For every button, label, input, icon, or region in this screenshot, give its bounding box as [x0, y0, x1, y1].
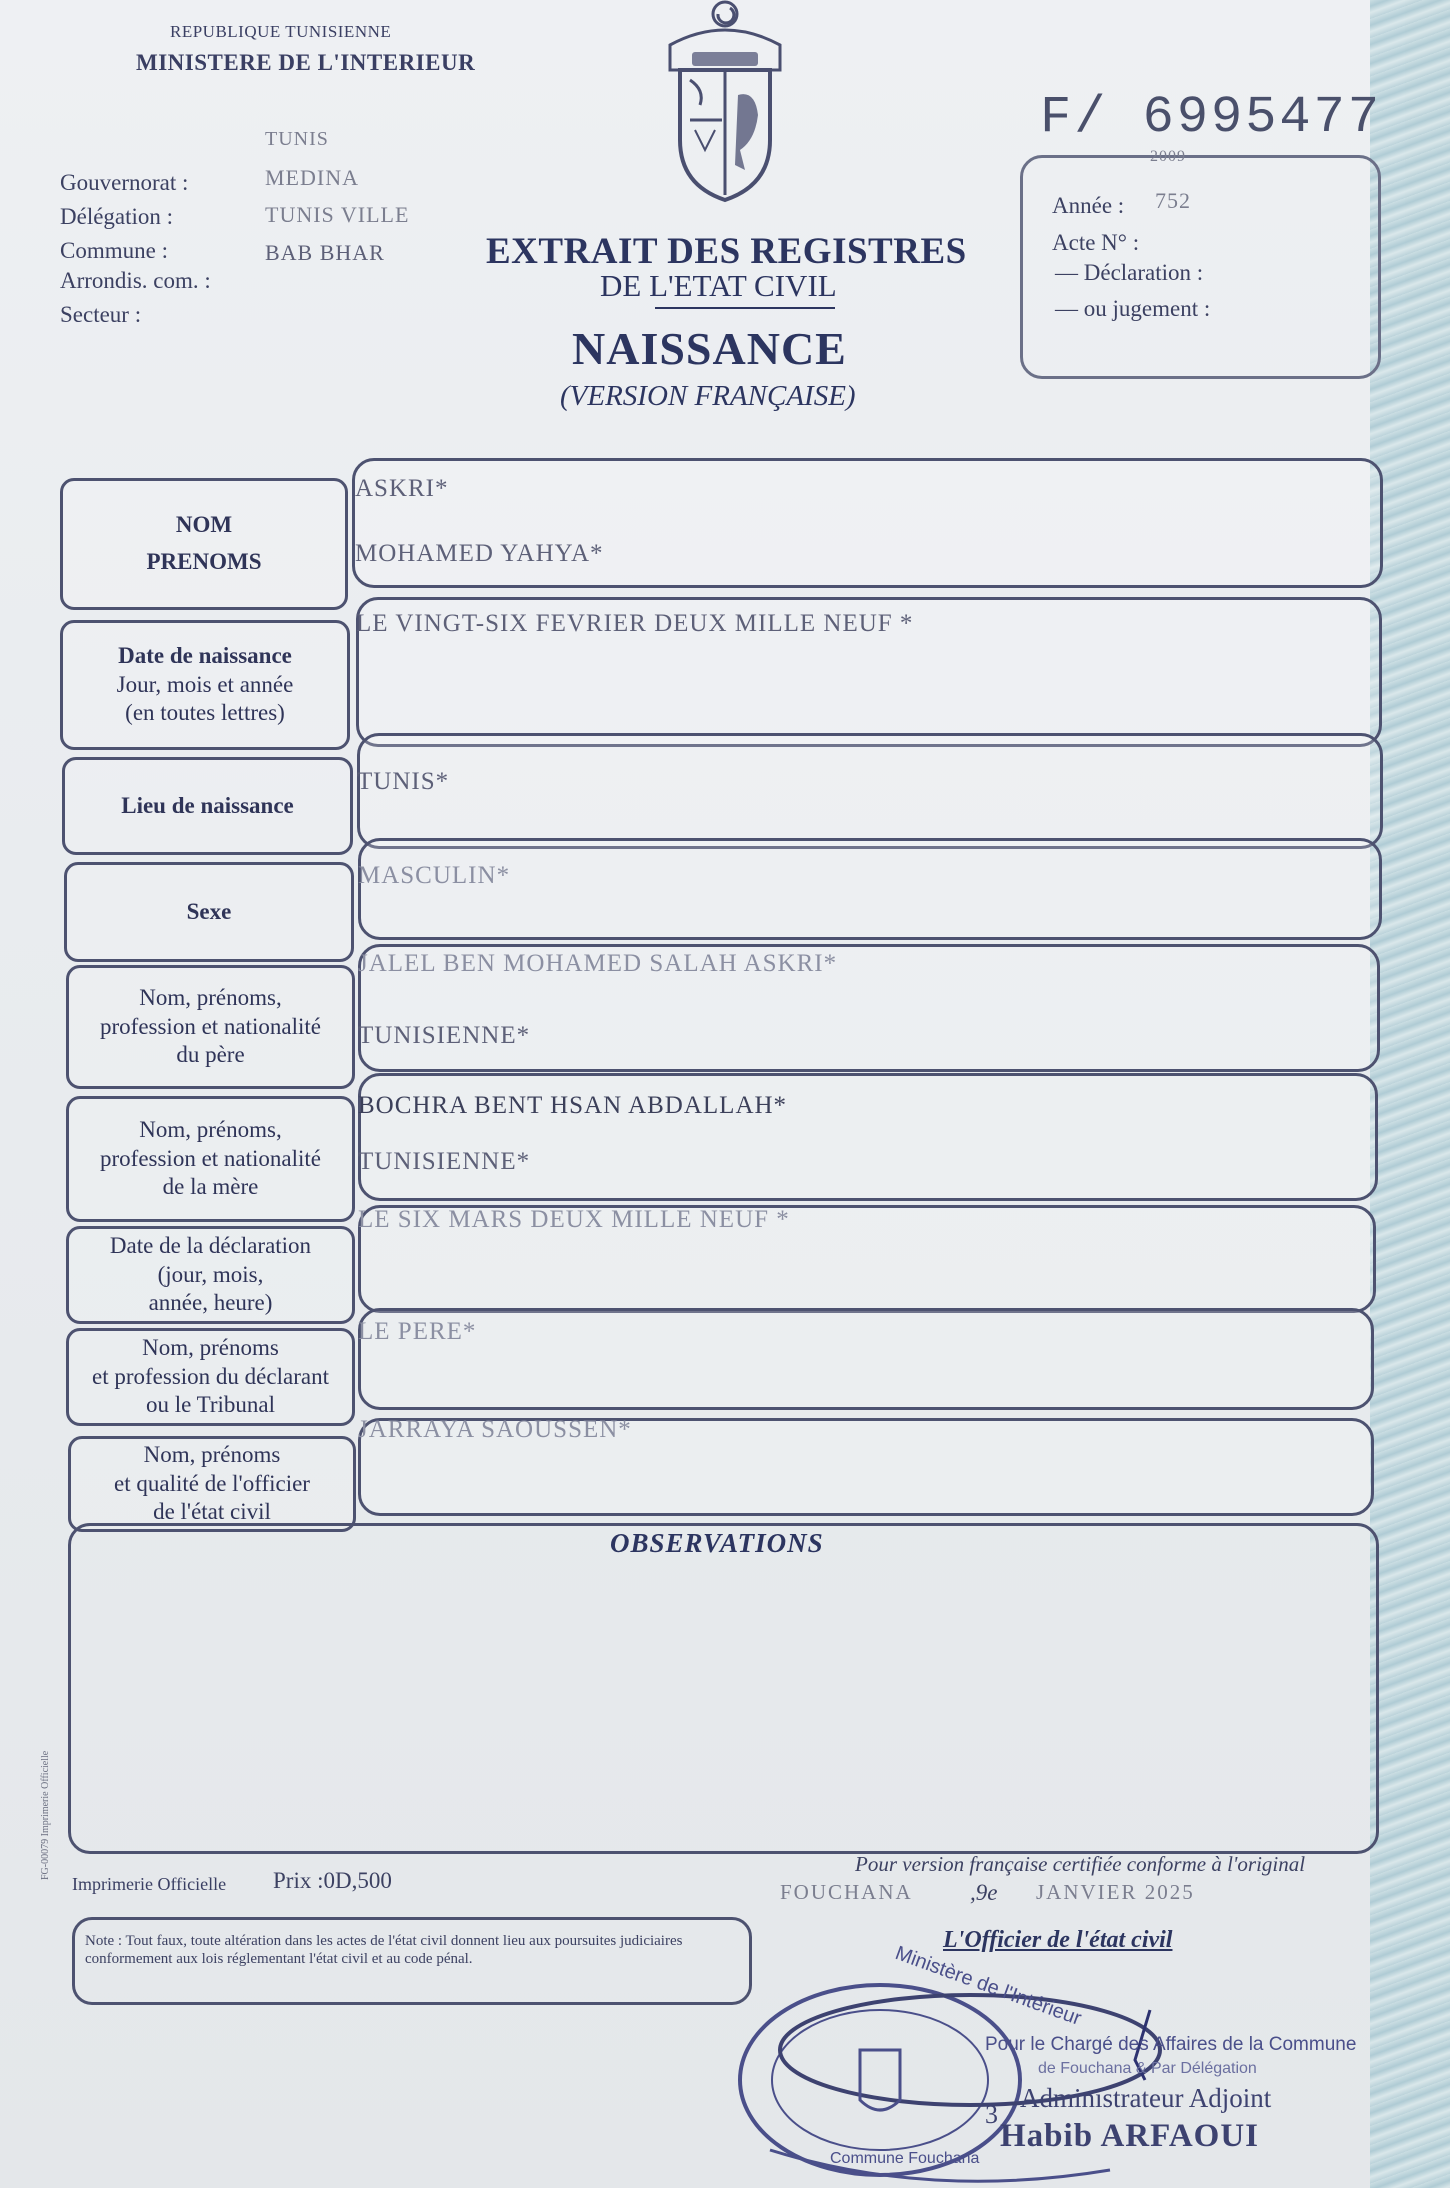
legal-note-text: Note : Tout faux, toute altération dans les actes de l'état civil donnent lieu aux poursuites judiciaires conformement aux lois réglementant l'état civil et au code pénal.: [85, 1933, 683, 1967]
label-date-declaration: [66, 1226, 355, 1324]
label-lieu-title: Lieu de naissance: [121, 792, 294, 818]
label-officier-line1: Nom, prénoms: [143, 1441, 281, 1467]
value-box-nom-prenoms: [352, 458, 1383, 588]
label-declaration-line3: année, heure): [148, 1290, 273, 1316]
label-declaration-line1: Date de la déclaration: [109, 1232, 312, 1258]
label-nom: NOM: [175, 512, 233, 538]
stamp-ring-text: Ministère de l'Intérieur: [892, 1942, 1085, 2030]
delegation-value: TUNIS VILLE: [265, 202, 410, 227]
officer-title: L'Officier de l'état civil: [943, 1927, 1173, 1953]
value-sexe: MASCULIN*: [358, 862, 511, 889]
gouvernorat-label: Gouvernorat :: [60, 170, 189, 195]
observations-box: [68, 1523, 1379, 1854]
value-box-declarant: [358, 1308, 1374, 1410]
acte-number-label: Acte N° :: [1052, 230, 1140, 255]
value-nom: ASKRI*: [355, 475, 449, 502]
label-sexe: [64, 862, 354, 962]
title-etat-civil: DE L'ETAT CIVIL: [600, 268, 837, 303]
label-declaration-line2: (jour, mois,: [157, 1261, 264, 1287]
label-lieu-naissance: [62, 757, 353, 855]
stamp-signer: Habib ARFAOUI: [1000, 2118, 1260, 2154]
label-date-naissance-sub2: (en toutes lettres): [125, 700, 285, 726]
label-mere: [66, 1096, 355, 1222]
label-officier-line2: et qualité de l'officier: [114, 1470, 310, 1496]
place-value: FOUCHANA: [780, 1880, 913, 1904]
value-box-sexe: [358, 838, 1382, 940]
label-declarant-line1: Nom, prénoms: [142, 1334, 279, 1360]
legal-note: [72, 1917, 752, 2005]
label-declarant-line2: et profession du déclarant: [92, 1363, 329, 1389]
ministry-label: MINISTERE DE L'INTERIEUR: [136, 50, 476, 75]
imprimerie-label: Imprimerie Officielle: [72, 1874, 227, 1894]
label-mere-line3: de la mère: [162, 1174, 259, 1200]
commune-label: Commune :: [60, 238, 168, 263]
label-pere-line3: du père: [176, 1042, 245, 1068]
label-officier: [68, 1436, 356, 1532]
value-date-naissance: LE VINGT-SIX FEVRIER DEUX MILLE NEUF *: [356, 610, 914, 637]
decorative-border: [1370, 0, 1450, 2188]
title-divider: [655, 307, 835, 309]
label-declarant: [66, 1328, 355, 1426]
commune-value: BAB BHAR: [265, 240, 385, 265]
prix-label: Prix :0D,500: [273, 1868, 392, 1893]
acte-year: 2009: [1150, 148, 1186, 165]
label-pere: [66, 965, 355, 1089]
jugement-label: — ou jugement :: [1055, 296, 1211, 321]
stamp-ring-bottom: Commune Fouchana: [830, 2150, 980, 2167]
side-print-label: FG-00079 Imprimerie Officielle: [40, 1750, 51, 1880]
secteur-label: Secteur :: [60, 302, 142, 327]
tunisia-emblem-icon: [660, 0, 790, 210]
month-year-value: JANVIER 2025: [1036, 1880, 1195, 1904]
arrondissement-label: Arrondis. com. :: [60, 268, 211, 293]
label-pere-line1: Nom, prénoms,: [139, 984, 282, 1010]
title-naissance: NAISSANCE: [572, 323, 847, 374]
label-mere-line2: profession et nationalité: [100, 1145, 321, 1171]
value-mere-nationality: TUNISIENNE*: [358, 1148, 531, 1175]
annee-value: 752: [1155, 188, 1191, 213]
label-date-naissance: [60, 620, 350, 750]
label-pere-line2: profession et nationalité: [100, 1013, 321, 1039]
stamp-number: 3: [985, 2100, 998, 2129]
value-mere-name: BOCHRA BENT HSAN ABDALLAH*: [358, 1092, 788, 1119]
title-extrait: EXTRAIT DES REGISTRES: [486, 231, 967, 272]
title-version: (VERSION FRANÇAISE): [560, 380, 856, 412]
observations-title: OBSERVATIONS: [610, 1528, 824, 1558]
value-declarant: LE PERE*: [358, 1318, 477, 1345]
annee-label: Année :: [1052, 193, 1125, 218]
value-prenoms: MOHAMED YAHYA*: [355, 540, 604, 567]
value-date-declaration: LE SIX MARS DEUX MILLE NEUF *: [358, 1206, 790, 1233]
gouvernorat-top-value: TUNIS: [265, 128, 329, 150]
stamp-line1: Pour le Chargé des Affaires de la Commune: [985, 2034, 1357, 2055]
declaration-label: — Déclaration :: [1055, 260, 1204, 285]
value-pere-name: JALEL BEN MOHAMED SALAH ASKRI*: [358, 950, 838, 977]
value-lieu-naissance: TUNIS*: [357, 768, 450, 795]
stamp-line3: Administrateur Adjoint: [1020, 2083, 1272, 2113]
label-declarant-line3: ou le Tribunal: [145, 1392, 276, 1418]
label-mere-line1: Nom, prénoms,: [139, 1116, 282, 1142]
gouvernorat-value: MEDINA: [265, 165, 359, 190]
value-officier: JARRAYA SAOUSSEN*: [358, 1416, 632, 1443]
value-pere-nationality: TUNISIENNE*: [358, 1022, 531, 1049]
label-officier-line3: de l'état civil: [153, 1499, 271, 1525]
label-sexe-title: Sexe: [186, 898, 232, 924]
label-prenoms: PRENOMS: [146, 549, 262, 574]
delegation-label: Délégation :: [60, 204, 174, 229]
serial-number: F/ 6995477: [1040, 88, 1383, 147]
day-value: ,9e: [970, 1880, 998, 1905]
label-date-naissance-sub1: Jour, mois et année: [116, 671, 294, 697]
value-box-lieu-naissance: [357, 733, 1383, 849]
label-date-naissance-title: Date de naissance: [118, 642, 292, 668]
certified-label: Pour version française certifiée conforme à l'original: [855, 1852, 1306, 1876]
republic-label: REPUBLIQUE TUNISIENNE: [170, 22, 392, 41]
stamp-line2: de Fouchana & Par Délégation: [1038, 2060, 1257, 2077]
label-nom-prenoms: [60, 478, 348, 610]
